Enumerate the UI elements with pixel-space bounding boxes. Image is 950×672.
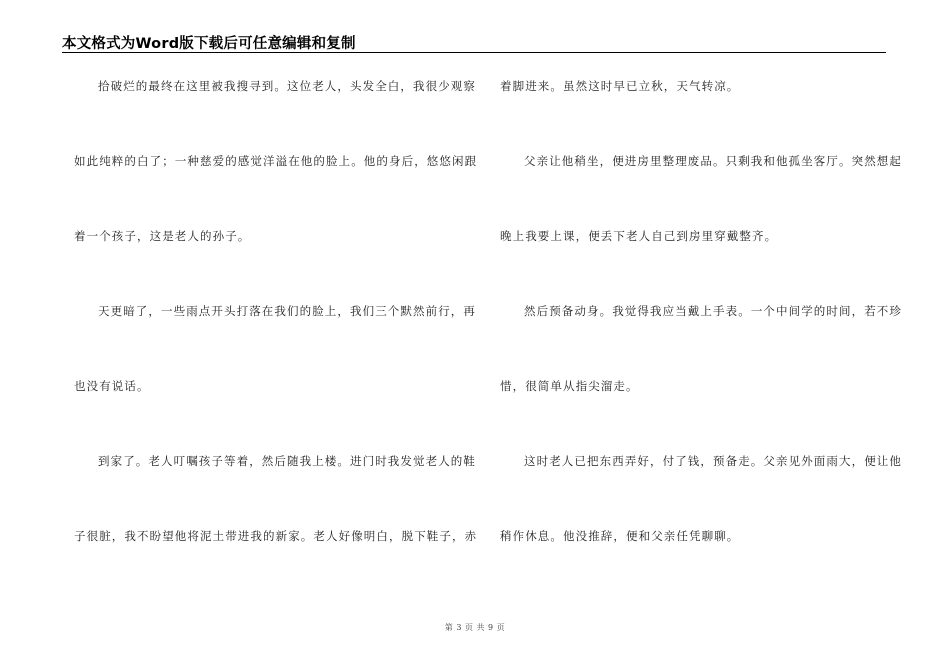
text-line: 着脚进来。虽然这时早已立秋，天气转凉。 — [500, 79, 740, 93]
text-line: 天更暗了，一些雨点开头打落在我们的脸上，我们三个默然前行，再 — [98, 304, 476, 318]
text-line: 这时老人已把东西弄好，付了钱，预备走。父亲见外面雨大，便让他 — [524, 454, 902, 468]
page-header — [62, 28, 886, 53]
text-line: 晚上我要上课，便丢下老人自己到房里穿戴整齐。 — [500, 229, 778, 243]
document-title: 本文格式为Word版下载后可任意编辑和复制 — [62, 36, 356, 52]
text-line: 拾破烂的最终在这里被我搜寻到。这位老人，头发全白，我很少观察 — [98, 79, 476, 93]
page-number: 第 3 页 共 9 页 — [444, 623, 506, 632]
text-line: 如此纯粹的白了；一种慈爱的感觉洋溢在他的脸上。他的身后，悠悠闲跟 — [74, 154, 478, 168]
text-line: 然后预备动身。我觉得我应当戴上手表。一个中间学的时间，若不珍 — [524, 304, 902, 318]
text-line: 着一个孩子，这是老人的孙子。 — [74, 229, 251, 243]
text-line: 也没有说话。 — [74, 379, 150, 393]
text-line: 到家了。老人叮嘱孩子等着，然后随我上楼。进门时我发觉老人的鞋 — [98, 454, 476, 468]
text-line: 惜，很简单从指尖溜走。 — [500, 379, 639, 393]
text-line: 子很脏，我不盼望他将泥土带进我的新家。老人好像明白，脱下鞋子，赤 — [74, 529, 478, 543]
text-line: 稍作休息。他没推辞，便和父亲任凭聊聊。 — [500, 529, 740, 543]
text-line: 父亲让他稍坐，便进房里整理废品。只剩我和他孤坐客厅。突然想起 — [524, 154, 902, 168]
